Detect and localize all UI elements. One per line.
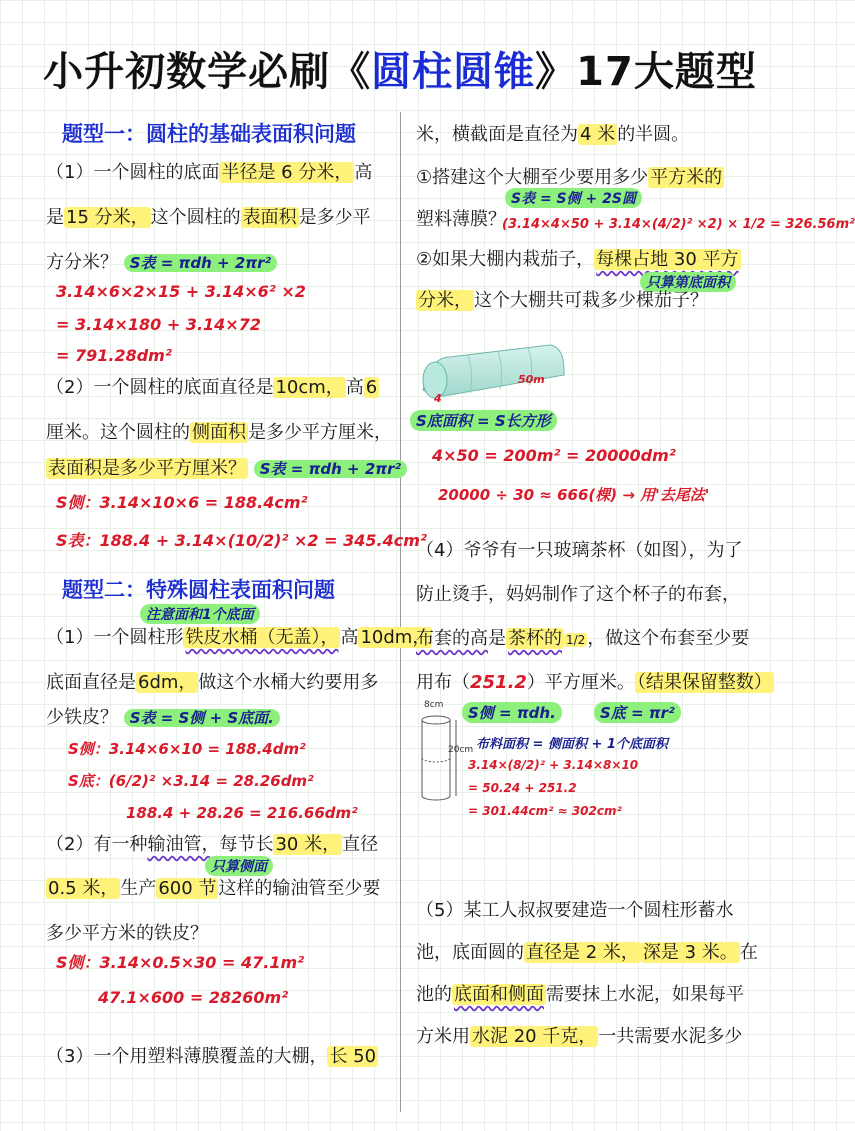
fig-diameter-label: 4 bbox=[434, 392, 442, 405]
q1-line2 bbox=[46, 195, 371, 240]
answer: 251.2 bbox=[470, 672, 527, 693]
text: 做这个水桶大约要用多 bbox=[198, 672, 379, 693]
text: 每节长 bbox=[219, 834, 274, 855]
highlight: 深是 3 米。 bbox=[642, 942, 738, 963]
highlight: 1/2 bbox=[566, 633, 586, 647]
highlight: 10dm， bbox=[360, 627, 431, 648]
highlight: 直径是 2 米， bbox=[526, 942, 639, 963]
highlight: 15 分米， bbox=[66, 207, 149, 228]
title-suffix: 》17大题型 bbox=[535, 49, 757, 95]
q3-formula: S表 = S侧 + S底面. bbox=[124, 709, 280, 727]
text: 布套的高 bbox=[416, 628, 488, 649]
r-q5-formula: S表 = S侧 + 2S圆 bbox=[505, 188, 642, 208]
q1-line1 bbox=[46, 150, 372, 195]
r-q6-work-2: = 50.24 + 251.2 bbox=[468, 781, 577, 795]
q4-line2 bbox=[46, 866, 380, 911]
text: 的半圆。 bbox=[617, 124, 690, 145]
title-prefix: 小升初数学必刷《 bbox=[43, 49, 372, 95]
highlight: 平方米的 bbox=[650, 167, 723, 188]
r-q6-line4 bbox=[416, 660, 774, 705]
highlight: 4 米 bbox=[580, 124, 616, 145]
text: 是多少平方厘米， bbox=[248, 422, 392, 443]
highlight: 茶杯的 bbox=[508, 628, 562, 649]
text: ，做这个布套至少要 bbox=[587, 628, 750, 649]
q2-work-2: S表：188.4 + 3.14×(10/2)² ×2 = 345.4cm² bbox=[56, 531, 427, 550]
cup-middle bbox=[422, 758, 450, 762]
r-q7-line3 bbox=[416, 972, 744, 1017]
cup-width-label: 8cm bbox=[424, 700, 444, 710]
text: 米，横截面是直径为 bbox=[416, 124, 578, 145]
highlight: 水泥 20 千克， bbox=[472, 1026, 597, 1047]
text: 少铁皮？ bbox=[46, 707, 118, 728]
text: 厘米。这个圆柱的 bbox=[46, 422, 190, 443]
r-q5-note: 只算第底面积 bbox=[640, 272, 736, 292]
r-q5-line1 bbox=[416, 112, 689, 157]
text: ）平方厘米。 bbox=[526, 672, 635, 693]
q4-line3: 多少平方米的铁皮？ bbox=[46, 923, 208, 944]
q3-line1 bbox=[46, 615, 432, 660]
highlight: 10cm， bbox=[275, 377, 344, 398]
text: 这个大棚共可栽多少棵茄子？ bbox=[474, 290, 708, 311]
text: 这样的输油管至少要 bbox=[218, 878, 381, 899]
text: 在 bbox=[739, 942, 758, 963]
highlight: 长 50 bbox=[329, 1046, 377, 1067]
text: 直径 bbox=[342, 834, 379, 855]
highlight: 6 bbox=[365, 377, 378, 398]
r-q6-formula3: 布料面积 = 侧面积 + 1个底面积 bbox=[476, 737, 668, 752]
title-highlight: 圆柱圆锥 bbox=[371, 49, 536, 95]
q3-line3 bbox=[46, 695, 280, 741]
text: 高 bbox=[340, 627, 359, 648]
r-q6-line1: （4）爷爷有一只玻璃茶杯（如图），为了 bbox=[416, 540, 743, 561]
q1-work-1: 3.14×6×2×15 + 3.14×6² ×2 bbox=[56, 282, 306, 301]
highlight: （结果保留整数） bbox=[636, 672, 772, 693]
text: 方米用 bbox=[416, 1026, 470, 1047]
cup-top bbox=[422, 716, 450, 724]
q1-work-3: = 791.28dm² bbox=[56, 346, 172, 365]
text: 高 bbox=[354, 162, 373, 183]
r-q5-work1: (3.14×4×50 + 3.14×(4/2)² ×2) × 1/2 = 326.56m² bbox=[502, 217, 855, 232]
q3-work-3: 188.4 + 28.26 = 216.66dm² bbox=[126, 804, 358, 822]
text: 池的 bbox=[416, 984, 452, 1005]
fig-length-label: 50m bbox=[518, 373, 545, 386]
r-q5-work2-1: 4×50 = 200m² = 20000dm² bbox=[432, 446, 676, 465]
section-title-2: 题型二：特殊圆柱表面积问题 bbox=[62, 578, 335, 602]
text: 池，底面圆的 bbox=[416, 942, 524, 963]
r-q7-line2 bbox=[416, 930, 758, 975]
text: 高 bbox=[345, 377, 364, 398]
highlight: 0.5 米， bbox=[48, 878, 119, 899]
text: （1）一个圆柱形 bbox=[46, 627, 184, 648]
r-q6-formula1: S侧 = πdh. bbox=[462, 702, 562, 723]
q1-formula: S表 = πdh + 2πr² bbox=[124, 254, 277, 272]
r-q6-work-3: = 301.44cm² ≈ 302cm² bbox=[468, 804, 622, 818]
text: （3）一个用塑料薄膜覆盖的大棚， bbox=[46, 1046, 328, 1067]
highlight: 铁皮水桶（无盖）， bbox=[185, 627, 339, 648]
r-q5-work2-2: 20000 ÷ 30 ≈ 666(棵) → 用'去尾法' bbox=[438, 486, 710, 504]
q3-work-2: S底：(6/2)² ×3.14 = 28.26dm² bbox=[68, 772, 314, 790]
cup-bottom bbox=[422, 796, 450, 800]
text: 底面直径是 bbox=[46, 672, 136, 693]
q2-work-1: S侧：3.14×10×6 = 188.4cm² bbox=[56, 493, 308, 512]
r-q7-line1: （5）某工人叔叔要建造一个圆柱形蓄水 bbox=[416, 900, 734, 921]
q2-line3 bbox=[46, 446, 407, 492]
r-q6-formula2: S底 = πr² bbox=[594, 702, 681, 723]
q5-line1-left bbox=[46, 1034, 378, 1079]
cup-height-label: 20cm bbox=[448, 745, 474, 755]
r-q5-line5 bbox=[416, 278, 708, 323]
text: ①搭建这个大棚至少要用多少 bbox=[416, 167, 649, 188]
text: 用布（ bbox=[416, 672, 470, 693]
r-q7-line4 bbox=[416, 1014, 742, 1059]
text: 生产 bbox=[120, 878, 157, 899]
page-title bbox=[0, 40, 800, 97]
text: 这个圆柱的 bbox=[150, 207, 241, 228]
q2-line1 bbox=[46, 365, 379, 410]
q4-work-2: 47.1×600 = 28260m² bbox=[98, 988, 289, 1007]
highlight: 侧面积 bbox=[192, 422, 246, 443]
q2-formula: S表 = πdh + 2πr² bbox=[254, 460, 407, 478]
text: 一共需要水泥多少 bbox=[598, 1026, 743, 1047]
q3-work-1: S侧：3.14×6×10 = 188.4dm² bbox=[68, 740, 306, 758]
q4-work-1: S侧：3.14×0.5×30 = 47.1m² bbox=[56, 953, 305, 972]
text: （1）一个圆柱的底面 bbox=[46, 162, 220, 183]
text: 方分米？ bbox=[46, 252, 118, 273]
q4-note: 只算侧面 bbox=[205, 856, 273, 876]
q3-note: 注意面和1个底面 bbox=[140, 604, 260, 624]
q1-line3 bbox=[46, 240, 277, 286]
highlight: 6dm， bbox=[138, 672, 197, 693]
q1-work-2: = 3.14×180 + 3.14×72 bbox=[56, 315, 261, 334]
highlight: 底面和侧面 bbox=[454, 984, 544, 1005]
section-title-1: 题型一：圆柱的基础表面积问题 bbox=[62, 122, 356, 146]
text: 需要抹上水泥，如果每平 bbox=[546, 984, 744, 1005]
highlight: 半径是 6 分米， bbox=[221, 162, 353, 183]
text: 是多少平 bbox=[298, 207, 371, 228]
text: ②如果大棚内栽茄子， bbox=[416, 249, 595, 270]
highlight: 30 米， bbox=[275, 834, 341, 855]
highlight: 600 节 bbox=[158, 878, 217, 899]
highlight: 表面积是多少平方厘米？ bbox=[48, 458, 246, 479]
text: 是 bbox=[488, 628, 506, 649]
highlight: 每棵占地 30 平方 bbox=[596, 249, 739, 270]
highlight: 表面积 bbox=[242, 207, 297, 228]
text: （2）有一种 bbox=[46, 834, 148, 855]
r-q5-line3: 塑料薄膜？ bbox=[416, 209, 506, 230]
text: 输油管， bbox=[147, 834, 220, 855]
text: （2）一个圆柱的底面直径是 bbox=[46, 377, 274, 398]
r-q6-line3 bbox=[416, 616, 749, 663]
text: 是 bbox=[46, 207, 64, 228]
column-divider bbox=[400, 112, 401, 1112]
r-q5-formula2: S底面积 = S长方形 bbox=[410, 410, 557, 431]
r-q6-line2: 防止烫手，妈妈制作了这个杯子的布套， bbox=[416, 584, 740, 605]
highlight: 分米， bbox=[418, 290, 472, 311]
r-q6-work-1: 3.14×(8/2)² + 3.14×8×10 bbox=[468, 758, 639, 772]
